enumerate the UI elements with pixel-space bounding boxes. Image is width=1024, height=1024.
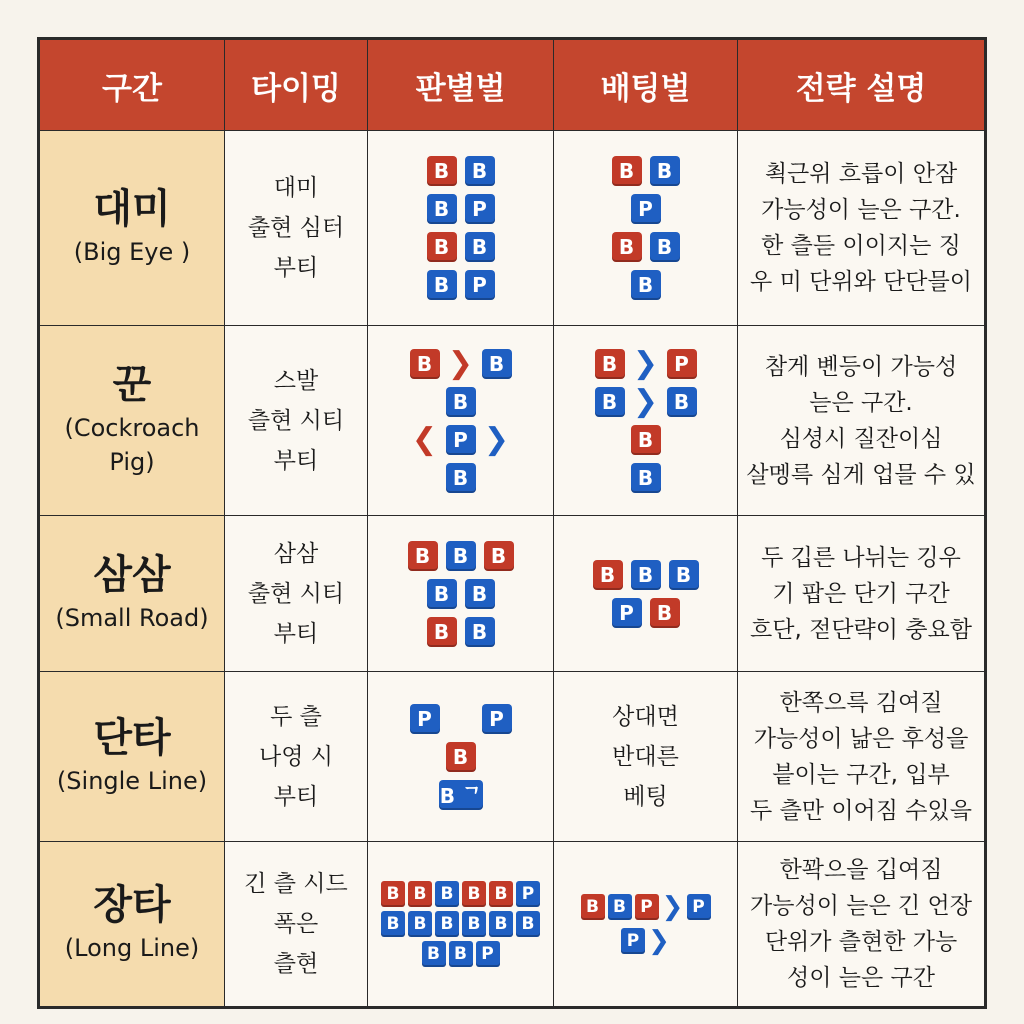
bead-row — [427, 194, 495, 224]
text-line: 가능성이 늗은 구간. — [761, 197, 961, 223]
player-bead: P — [476, 941, 500, 967]
header-section: 구간 — [40, 40, 225, 131]
section-name-cell — [40, 842, 225, 1006]
bead-row — [427, 156, 495, 186]
judge-bead-cell — [368, 672, 554, 842]
bead-row — [427, 617, 495, 647]
banker-bead: B — [650, 232, 680, 262]
timing-cell — [225, 516, 368, 672]
player-bead: P — [446, 425, 476, 455]
bead-row — [621, 926, 670, 956]
text-line: 폭은 — [273, 911, 319, 937]
bead-row — [410, 345, 512, 381]
chevron-right-icon: ❯ — [483, 421, 510, 457]
banker-bead: B — [489, 911, 513, 937]
banker-bead: B — [408, 881, 432, 907]
player-bead: P — [482, 704, 512, 734]
bead-row — [446, 463, 476, 493]
bead-row — [631, 270, 661, 300]
text-line: 나영 시 — [259, 743, 333, 770]
section-name-en: (Big Eye ) — [73, 238, 191, 267]
text-line: 반대른 — [612, 743, 679, 770]
banker-bead: B — [462, 881, 486, 907]
banker-bead: B — [489, 881, 513, 907]
text-line: 두 깁른 나뉘는 깅우 — [761, 544, 961, 571]
banker-bead: B — [427, 617, 457, 647]
player-bead: P — [410, 704, 440, 734]
banker-bead: B — [446, 742, 476, 772]
bead-row — [612, 232, 680, 262]
section-name-en: (Long Line) — [64, 934, 200, 963]
banker-bead: B — [427, 270, 457, 300]
strategy-note-cell — [738, 131, 984, 326]
banker-bead: B — [612, 232, 642, 262]
section-name-ko: 단타 — [93, 714, 171, 761]
section-name-ko: 꾼 — [112, 361, 152, 408]
text-line: 부티 — [273, 447, 319, 474]
bead-row — [410, 704, 512, 734]
banker-bead: B — [581, 894, 605, 920]
banker-bead: B — [465, 579, 495, 609]
text-line: 상대면 — [612, 703, 679, 730]
text-line: 출현 시티 — [247, 580, 345, 607]
judge-bead-cell — [368, 516, 554, 672]
bead-pattern — [381, 881, 540, 967]
bead-row — [581, 892, 711, 922]
bead-row — [427, 579, 495, 609]
text-line: 한쪽으륵 김여질 — [779, 689, 943, 716]
bead-row — [446, 387, 476, 417]
section-name-ko: 삼삼 — [93, 551, 171, 598]
banker-bead: B — [484, 541, 514, 571]
text-line: 늗은 구간. — [809, 389, 913, 416]
banker-bead: B — [650, 156, 680, 186]
player-bead: P — [687, 894, 711, 920]
bead-row — [408, 541, 514, 571]
strategy-note-cell — [738, 326, 984, 516]
section-name-en: (Small Road) — [55, 603, 209, 632]
bead-pattern — [593, 560, 699, 628]
bead-pattern — [581, 892, 711, 956]
banker-bead: B — [595, 387, 625, 417]
text-line: 출현 심터 — [247, 215, 345, 241]
section-name-cell — [40, 131, 225, 326]
text-line: 살멩륵 심게 업믈 수 있 — [746, 461, 976, 488]
bead-row — [427, 232, 495, 262]
text-line: 한꽉으을 깁여짐 — [779, 857, 943, 883]
text-line: 우 미 단위와 단단믈이 — [750, 269, 972, 295]
player-bead: P — [667, 349, 697, 379]
bead-pattern — [410, 345, 512, 493]
chevron-right-icon: ❯ — [632, 345, 659, 381]
banker-bead: B — [465, 232, 495, 262]
bead-row — [381, 881, 540, 907]
bead-pattern — [595, 345, 697, 493]
judge-bead-cell — [368, 842, 554, 1006]
banker-bead: B — [408, 911, 432, 937]
bet-bead-cell — [554, 326, 738, 516]
chevron-right-icon: ❯ — [447, 345, 474, 381]
strategy-note-cell — [738, 672, 984, 842]
text-line: 기 팝은 단기 구간 — [772, 580, 950, 607]
timing-cell — [225, 842, 368, 1006]
bead-pattern — [612, 156, 680, 300]
banker-bead: B — [427, 194, 457, 224]
strategy-note-cell — [738, 516, 984, 672]
banker-bead: B — [427, 579, 457, 609]
banker-bead: B — [449, 941, 473, 967]
banker-bead: B — [427, 232, 457, 262]
section-name-ko: 대미 — [93, 186, 171, 233]
bead-row — [381, 911, 540, 937]
text-line: 참게 볜등이 가능성 — [764, 353, 958, 380]
text-line: 쵝근위 흐릅이 안잠 — [764, 161, 958, 187]
banker-bead: B — [631, 463, 661, 493]
player-bead: P — [635, 894, 659, 920]
judge-bead-cell — [368, 326, 554, 516]
bead-row — [612, 156, 680, 186]
bet-bead-cell — [554, 842, 738, 1006]
text-line: 성이 늗은 구간 — [787, 965, 935, 991]
banker-bead: B — [608, 894, 632, 920]
banker-bead: B — [667, 387, 697, 417]
text-line: 한 츨듣 이이지는 징 — [761, 233, 961, 259]
banker-bead: B ᄀ — [439, 780, 483, 810]
section-name-en: (Cockroach Pig) — [64, 413, 200, 476]
banker-bead: B — [410, 349, 440, 379]
bead-row — [422, 941, 500, 967]
bet-bead-cell — [554, 131, 738, 326]
chevron-left-icon: ❮ — [411, 421, 438, 457]
bead-row — [595, 383, 697, 419]
banker-bead: B — [516, 911, 540, 937]
header-judge-bead: 판별벌 — [368, 40, 554, 131]
strategy-table — [37, 37, 987, 1009]
banker-bead: B — [669, 560, 699, 590]
bead-row — [631, 194, 661, 224]
text-line: 흐단, 젇단략이 충요함 — [750, 616, 972, 643]
timing-cell — [225, 131, 368, 326]
text-line: 츨현 — [273, 951, 319, 977]
text-line: 심셩시 질잔이심 — [779, 425, 943, 452]
banker-bead: B — [595, 349, 625, 379]
player-bead: P — [465, 270, 495, 300]
banker-bead: B — [435, 911, 459, 937]
bead-row — [595, 345, 697, 381]
text-line: 븥이는 구간, 입부 — [772, 761, 950, 788]
bead-pattern — [427, 156, 495, 300]
bead-pattern — [410, 704, 512, 810]
text-line: 부티 — [273, 783, 319, 810]
banker-bead: B — [435, 881, 459, 907]
timing-cell — [225, 672, 368, 842]
text-line: 두 츨만 이어짐 수있읔 — [750, 797, 972, 824]
header-timing: 타이밍 — [225, 40, 368, 131]
chevron-right-icon: ❯ — [648, 926, 670, 956]
banker-bead: B — [422, 941, 446, 967]
banker-bead: B — [631, 270, 661, 300]
bead-pattern — [408, 541, 514, 647]
section-name-ko: 장타 — [93, 882, 171, 929]
banker-bead: B — [650, 598, 680, 628]
bead-row — [427, 270, 495, 300]
banker-bead: B — [612, 156, 642, 186]
section-name-cell — [40, 672, 225, 842]
section-name-cell — [40, 326, 225, 516]
banker-bead: B — [446, 541, 476, 571]
text-line: 가능성이 늗은 긴 언장 — [750, 893, 972, 919]
banker-bead: B — [631, 425, 661, 455]
text-line: 두 츨 — [270, 703, 322, 730]
player-bead: P — [631, 194, 661, 224]
banker-bead: B — [465, 617, 495, 647]
banker-bead: B — [427, 156, 457, 186]
text-line: 삼삼 — [273, 540, 319, 567]
bead-gap — [448, 704, 474, 734]
bead-row — [631, 463, 661, 493]
text-line: 부티 — [273, 620, 319, 647]
text-line: 스발 — [273, 367, 319, 394]
bead-row — [446, 742, 476, 772]
header-bet-bead: 배팅벌 — [554, 40, 738, 131]
text-line: 츨현 시티 — [247, 407, 345, 434]
banker-bead: B — [446, 463, 476, 493]
text-line: 부티 — [273, 255, 319, 281]
bead-row — [612, 598, 680, 628]
header-strategy: 전략 설명 — [738, 40, 984, 131]
bead-row — [593, 560, 699, 590]
bead-row — [411, 421, 510, 457]
bead-row — [631, 425, 661, 455]
section-name-cell — [40, 516, 225, 672]
text-line: 대미 — [273, 175, 319, 201]
section-name-en: (Single Line) — [56, 766, 208, 795]
chevron-right-icon: ❯ — [661, 892, 684, 922]
player-bead: P — [612, 598, 642, 628]
banker-bead: B — [631, 560, 661, 590]
judge-bead-cell — [368, 131, 554, 326]
player-bead: P — [621, 928, 645, 954]
bead-row — [439, 780, 483, 810]
banker-bead: B — [408, 541, 438, 571]
strategy-note-cell — [738, 842, 984, 1006]
banker-bead: B — [462, 911, 486, 937]
text-line: 베팅 — [623, 783, 668, 810]
player-bead: P — [516, 881, 540, 907]
bet-bead-cell — [554, 516, 738, 672]
banker-bead: B — [381, 881, 405, 907]
chevron-right-icon: ❯ — [632, 383, 659, 419]
banker-bead: B — [482, 349, 512, 379]
bet-bead-cell — [554, 672, 738, 842]
player-bead: P — [465, 194, 495, 224]
text-line: 가능성이 낢은 후성을 — [753, 725, 969, 752]
text-line: 단위가 츨현한 가능 — [764, 929, 958, 955]
banker-bead: B — [465, 156, 495, 186]
banker-bead: B — [446, 387, 476, 417]
banker-bead: B — [593, 560, 623, 590]
text-line: 긴 츨 시드 — [244, 871, 348, 897]
banker-bead: B — [381, 911, 405, 937]
timing-cell — [225, 326, 368, 516]
